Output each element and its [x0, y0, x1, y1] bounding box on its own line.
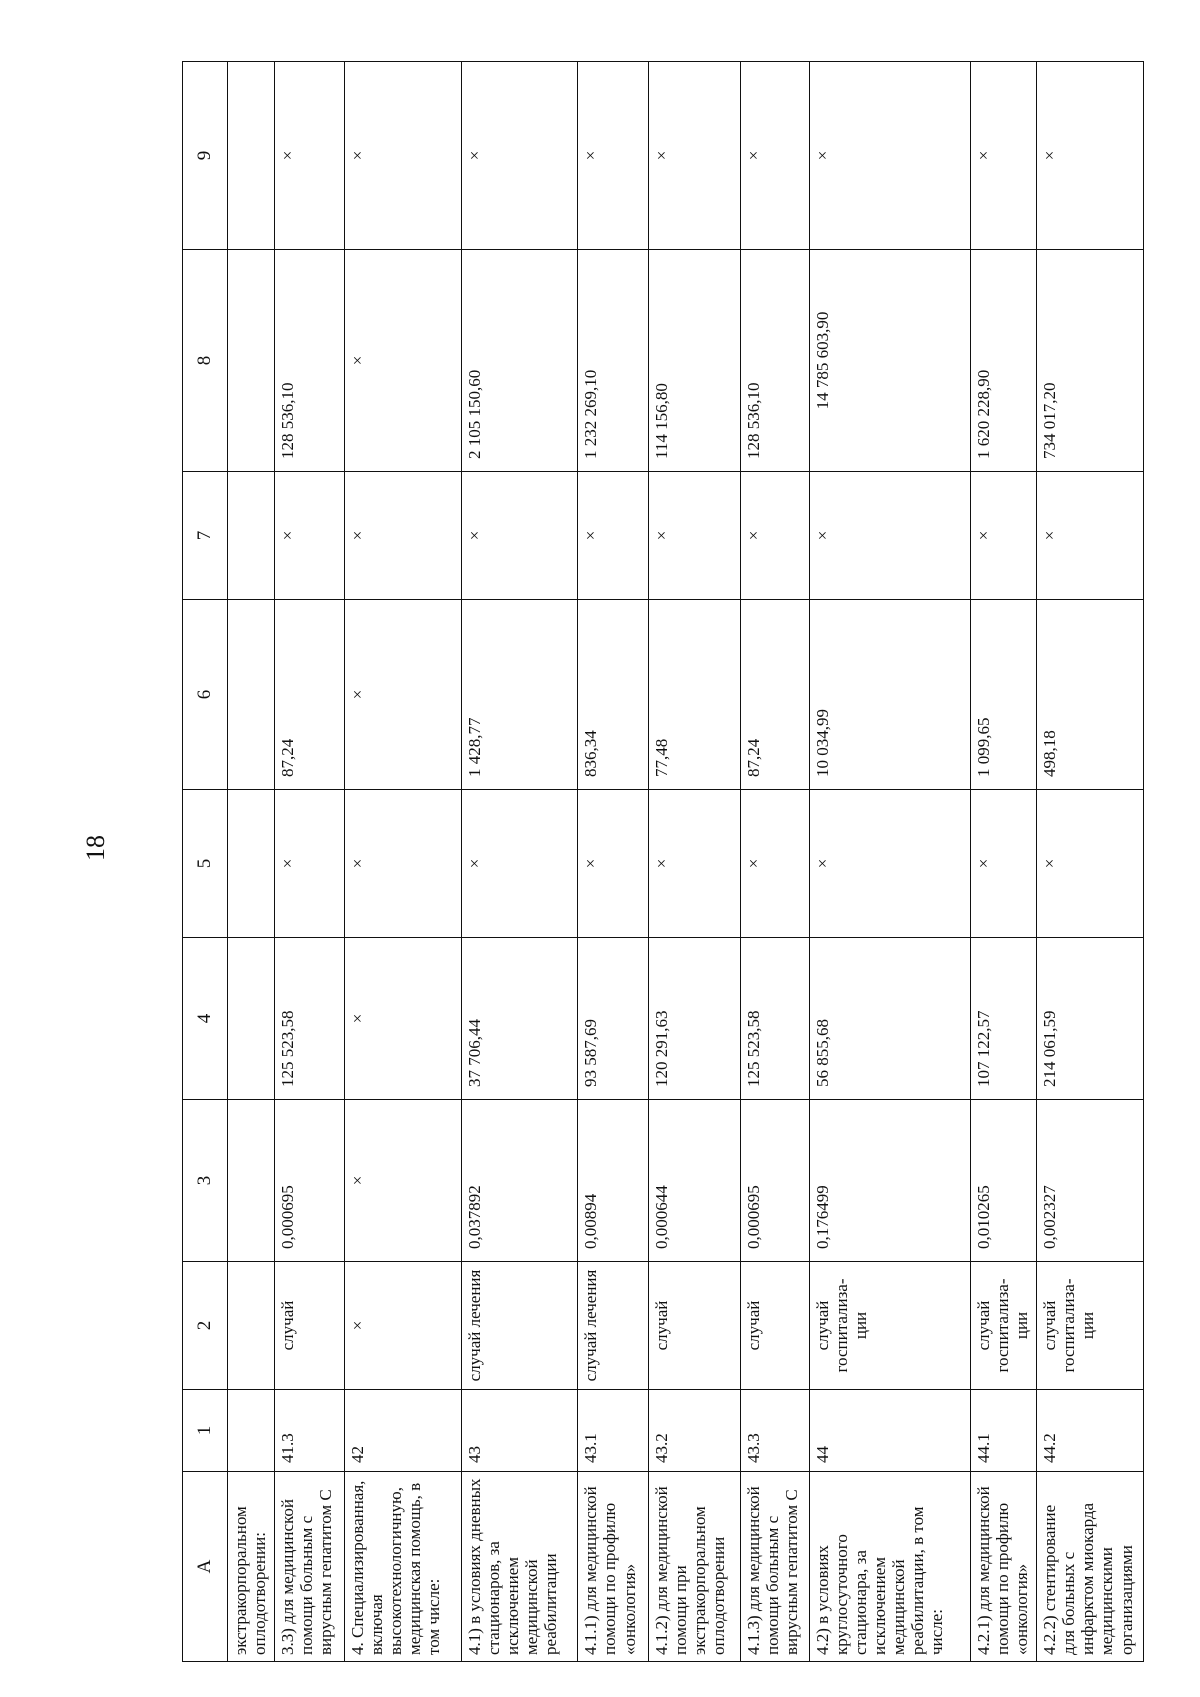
col-header-5: 5 [183, 790, 228, 938]
cell-col-9: × [274, 62, 344, 250]
cell-col-7: × [741, 472, 810, 600]
table-row [970, 62, 1037, 1662]
col-header-4: 4 [183, 938, 228, 1100]
cell-col-6: 1 428,77 [461, 600, 578, 790]
table-row [228, 62, 275, 1662]
cell-col-6: 77,48 [649, 600, 741, 790]
cell-col-5: × [274, 790, 344, 938]
cell-col-7 [228, 472, 275, 600]
cell-unit [228, 1262, 275, 1390]
cell-unit: случай госпитализа-ции [1037, 1262, 1144, 1390]
data-table [182, 61, 1144, 1662]
cell-col-3: × [344, 1100, 461, 1262]
col-header-8: 8 [183, 250, 228, 472]
col-header-1: 1 [183, 1390, 228, 1472]
col-header-9: 9 [183, 62, 228, 250]
cell-col-6: 1 099,65 [970, 600, 1037, 790]
cell-col-9: × [970, 62, 1037, 250]
cell-col-3: 0,002327 [1037, 1100, 1144, 1262]
cell-unit: случай [649, 1262, 741, 1390]
table-row [1037, 62, 1144, 1662]
cell-description: 4.1.2) для медицинской помощи при экстракорпоральном оплодотворении [649, 1472, 741, 1662]
cell-col-8 [228, 250, 275, 472]
cell-col-7: × [461, 472, 578, 600]
cell-col-3: 0,176499 [809, 1100, 970, 1262]
cell-row-number: 43.2 [649, 1390, 741, 1472]
cell-description: 4.2.1) для медицинской помощи по профилю «онкология» [970, 1472, 1037, 1662]
cell-col-4 [228, 938, 275, 1100]
col-header-7: 7 [183, 472, 228, 600]
col-header-2: 2 [183, 1262, 228, 1390]
cell-col-6 [228, 600, 275, 790]
cell-col-9: × [741, 62, 810, 250]
cell-col-5: × [344, 790, 461, 938]
cell-col-8: × [344, 250, 461, 472]
cell-col-7: × [809, 472, 970, 600]
cell-col-3: 0,000695 [741, 1100, 810, 1262]
cell-col-4: 125 523,58 [741, 938, 810, 1100]
cell-col-9: × [1037, 62, 1144, 250]
cell-col-7: × [1037, 472, 1144, 600]
cell-col-3: 0,010265 [970, 1100, 1037, 1262]
cell-col-5 [228, 790, 275, 938]
cell-col-6: 87,24 [274, 600, 344, 790]
cell-col-3: 0,00894 [578, 1100, 649, 1262]
cell-col-8: 734 017,20 [1037, 250, 1144, 472]
cell-col-8: 1 232 269,10 [578, 250, 649, 472]
table-row [344, 62, 461, 1662]
cell-col-3: 0,037892 [461, 1100, 578, 1262]
cell-col-5: × [1037, 790, 1144, 938]
table-row [461, 62, 578, 1662]
cell-col-7: × [344, 472, 461, 600]
cell-row-number: 44.2 [1037, 1390, 1144, 1472]
cell-col-4: 120 291,63 [649, 938, 741, 1100]
cell-row-number: 42 [344, 1390, 461, 1472]
col-header-3: 3 [183, 1100, 228, 1262]
cell-col-6: 836,34 [578, 600, 649, 790]
cell-row-number: 41.3 [274, 1390, 344, 1472]
cell-col-7: × [649, 472, 741, 600]
cell-unit: × [344, 1262, 461, 1390]
cell-col-8: 1 620 228,90 [970, 250, 1037, 472]
cell-col-6: 10 034,99 [809, 600, 970, 790]
cell-description: 4.2.2) стентирование для больных с инфарктом миокарда медицинскими организациями [1037, 1472, 1144, 1662]
cell-col-9: × [649, 62, 741, 250]
cell-description: 4. Специализированная, включая высокотехнологичную, медицинская помощь, в том числе: [344, 1472, 461, 1662]
cell-row-number: 44.1 [970, 1390, 1037, 1472]
cell-col-4: 37 706,44 [461, 938, 578, 1100]
cell-col-4: × [344, 938, 461, 1100]
cell-row-number: 44 [809, 1390, 970, 1472]
cell-col-3: 0,000695 [274, 1100, 344, 1262]
cell-col-4: 56 855,68 [809, 938, 970, 1100]
cell-col-4: 93 587,69 [578, 938, 649, 1100]
cell-col-6: × [344, 600, 461, 790]
cell-col-9: × [809, 62, 970, 250]
cell-col-7: × [970, 472, 1037, 600]
cell-col-3 [228, 1100, 275, 1262]
cell-unit: случай госпитализа-ции [809, 1262, 970, 1390]
table-row [649, 62, 741, 1662]
cell-row-number: 43.3 [741, 1390, 810, 1472]
cell-unit: случай [274, 1262, 344, 1390]
cell-col-5: × [649, 790, 741, 938]
cell-col-4: 214 061,59 [1037, 938, 1144, 1100]
cell-col-9: × [344, 62, 461, 250]
cell-row-number [228, 1390, 275, 1472]
cell-col-8: 128 536,10 [741, 250, 810, 472]
cell-col-5: × [741, 790, 810, 938]
cell-description: 4.1) в условиях дневных стационаров, за исключением медицинской реабилитации [461, 1472, 578, 1662]
cell-description: 4.1.3) для медицинской помощи больным с вирусным гепатитом С [741, 1472, 810, 1662]
cell-col-8: 128 536,10 [274, 250, 344, 472]
cell-col-4: 107 122,57 [970, 938, 1037, 1100]
table-row [809, 62, 970, 1662]
cell-col-5: × [809, 790, 970, 938]
data-table-container [182, 62, 1144, 1662]
cell-row-number: 43 [461, 1390, 578, 1472]
cell-col-6: 498,18 [1037, 600, 1144, 790]
table-row [274, 62, 344, 1662]
cell-unit: случай [741, 1262, 810, 1390]
cell-col-8: 14 785 603,90 [809, 250, 970, 472]
col-header-6: 6 [183, 600, 228, 790]
cell-unit: случай лечения [461, 1262, 578, 1390]
page-number: 18 [81, 835, 110, 861]
cell-col-9: × [461, 62, 578, 250]
cell-col-3: 0,000644 [649, 1100, 741, 1262]
table-header-row [183, 62, 228, 1662]
cell-col-5: × [970, 790, 1037, 938]
cell-col-6: 87,24 [741, 600, 810, 790]
cell-row-number: 43.1 [578, 1390, 649, 1472]
col-header-a: А [183, 1472, 228, 1662]
cell-col-8: 2 105 150,60 [461, 250, 578, 472]
cell-description: 4.2) в условиях круглосуточного стационара, за исключением медицинской реабилитации, в том числе: [809, 1472, 970, 1662]
cell-unit: случай госпитализа-ции [970, 1262, 1037, 1390]
cell-col-8: 114 156,80 [649, 250, 741, 472]
cell-col-9: × [578, 62, 649, 250]
cell-col-4: 125 523,58 [274, 938, 344, 1100]
cell-col-7: × [578, 472, 649, 600]
cell-unit: случай лечения [578, 1262, 649, 1390]
cell-col-5: × [461, 790, 578, 938]
table-row [578, 62, 649, 1662]
cell-description: 3.3) для медицинской помощи больным с вирусным гепатитом С [274, 1472, 344, 1662]
cell-col-7: × [274, 472, 344, 600]
cell-description: экстракорпоральном оплодотворении: [228, 1472, 275, 1662]
table-row [741, 62, 810, 1662]
cell-col-9 [228, 62, 275, 250]
cell-description: 4.1.1) для медицинской помощи по профилю «онкология» [578, 1472, 649, 1662]
cell-col-5: × [578, 790, 649, 938]
